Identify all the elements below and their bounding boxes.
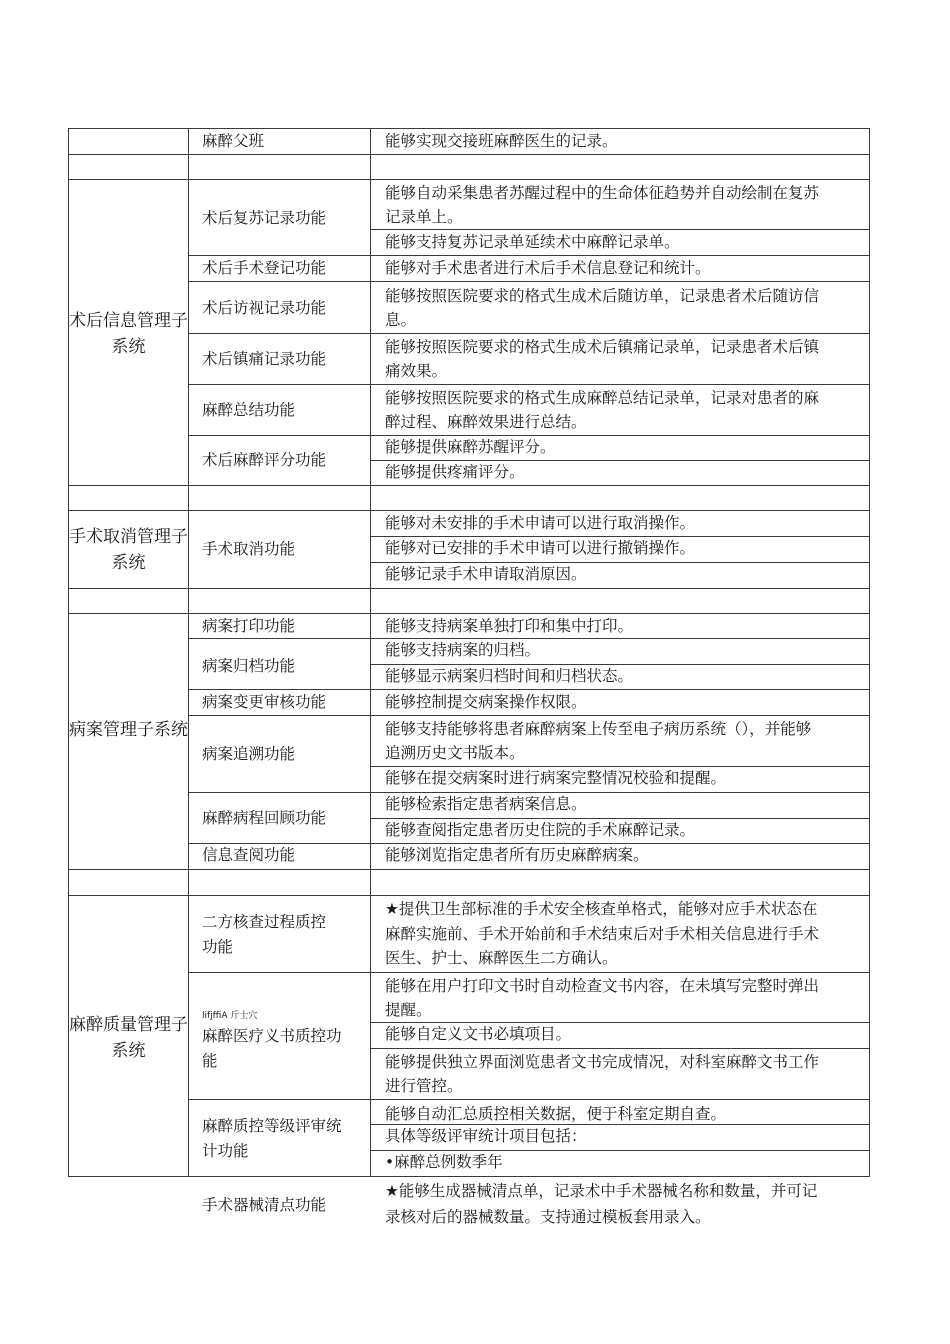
description-cell: 追溯历史文书版本。 [385,744,525,762]
description-cell: 麻醉实施前、手术开始前和手术结束后对手术相关信息进行手术 [385,925,820,943]
description-cell: 能够控制提交病案操作权限。 [385,693,587,711]
description-cell: 能够实现交接班麻醉医生的记录。 [385,132,618,150]
function-cell: 麻醉总结功能 [202,401,296,419]
table-rule [188,281,870,282]
subsystem-label: 术后信息管理子系统 [69,311,188,357]
description-cell: 能够自定义文书必填项目。 [385,1025,572,1043]
description-cell: 醉过程、麻醉效果进行总结。 [385,413,587,431]
description-cell: 能够按照医院要求的格式生成麻醉总结记录单，记录对患者的麻 [385,389,820,407]
function-cell: 术后复苏记录功能 [202,209,327,227]
function-cell: 术后手术登记功能 [202,259,327,277]
description-cell: 提醒。 [385,1001,432,1019]
function-note: lifjffiA 斤士穴 [202,1011,258,1021]
description-cell: 能够在用户打印文书时自动检查文书内容，在未填写完整时弹出 [385,977,820,995]
description-cell: 能够自动汇总质控相关数据，便于科室定期自查。 [385,1105,727,1123]
description-cell: 录核对后的器械数量。支持通过模板套用录入。 [385,1208,711,1226]
description-cell: 能够支持病案单独打印和集中打印。 [385,617,634,635]
description-cell: ★提供卫生部标准的手术安全核查单格式，能够对应手术状态在 [385,900,818,918]
description-cell: 能够提供独立界面浏览患者文书完成情况，对科室麻醉文书工作 [385,1053,820,1071]
description-cell: 能够查阅指定患者历史住院的手术麻醉记录。 [385,821,696,839]
table-border-right [869,128,870,1177]
table-rule [68,485,870,486]
description-cell: 能够按照医院要求的格式生成术后随访单，记录患者术后随访信 [385,287,820,305]
table-rule [188,1099,870,1100]
description-cell: 具体等级评审统计项目包括： [385,1127,587,1145]
table-rule [188,972,870,973]
description-cell: 能够按照医院要求的格式生成术后镇痛记录单，记录患者术后镇 [385,338,820,356]
description-cell: 能够对已安排的手术申请可以进行撤销操作。 [385,539,696,557]
table-rule [188,715,870,716]
function-cell: 功能 [202,938,234,956]
function-cell: 手术器械清点功能 [202,1196,327,1214]
description-cell: 能够提供疼痛评分。 [385,463,525,481]
table-rule [68,154,870,155]
function-cell: 手术取消功能 [202,540,296,558]
table-rule [68,1176,870,1177]
function-cell: 病案追溯功能 [202,745,296,763]
function-cell: 病案变更审核功能 [202,693,327,711]
description-cell: 记录单上。 [385,208,463,226]
subsystem-label: 病案管理子系统 [69,720,188,740]
description-cell: 能够自动采集患者苏醒过程中的生命体征趋势并自动绘制在复苏 [385,184,820,202]
function-cell: 术后麻醉评分功能 [202,451,327,469]
description-cell: 能够浏览指定患者所有历史麻醉病案。 [385,846,649,864]
table-rule [68,588,870,589]
description-cell: 能够对未安排的手术申请可以进行取消操作。 [385,514,696,532]
table-rule [370,1048,870,1049]
function-cell: 术后访视记录功能 [202,299,327,317]
function-cell: 信息查阅功能 [202,846,296,864]
subsystem-label: 麻醉质量管理子系统 [69,1015,188,1061]
description-cell: 能够显示病案归档时间和归档状态。 [385,667,634,685]
function-cell: 麻醉病程回顾功能 [202,809,327,827]
function-cell: 麻醉质控等级评审统 [202,1117,342,1135]
table-rule [188,333,870,334]
description-cell: 能够支持能够将患者麻醉病案上传至电子病历系统（），并能够 [385,720,812,738]
table-rule [68,179,870,180]
description-cell: 医生、护士、麻醉医生二方确认。 [385,949,618,967]
description-cell: 能够记录手术申请取消原因。 [385,565,587,583]
table-border-col2 [370,128,371,1177]
function-cell: 术后镇痛记录功能 [202,350,327,368]
table-rule [68,869,870,870]
description-cell: 能够支持病案的归档。 [385,641,541,659]
function-cell: 病案打印功能 [202,617,296,635]
subsystem-label: 手术取消管理子系统 [69,527,188,573]
function-cell: 麻醉父班 [202,132,265,150]
description-cell: •麻醉总例数季年 [385,1153,503,1171]
function-cell: 麻醉医疗义书质控功 [202,1027,342,1045]
description-cell: 息。 [385,311,417,329]
function-cell: 二方核查过程质控 [202,913,327,931]
description-cell: 能够提供麻醉苏醒评分。 [385,438,556,456]
table-border-col1 [188,128,189,1177]
function-cell: 计功能 [202,1142,249,1160]
description-cell: 能够对手术患者进行术后手术信息登记和统计。 [385,259,711,277]
description-cell: ★能够生成器械清点单，记录术中手术器械名称和数量，并可记 [385,1182,818,1200]
table-rule [188,384,870,385]
description-cell: 痛效果。 [385,362,448,380]
function-cell: 能 [202,1052,218,1070]
table-rule [68,895,870,896]
description-cell: 能够在提交病案时进行病案完整情况校验和提醒。 [385,769,727,787]
function-cell: 病案归档功能 [202,657,296,675]
description-cell: 进行管控。 [385,1077,463,1095]
description-cell: 能够检索指定患者病案信息。 [385,795,587,813]
description-cell: 能够支持复苏记录单延续术中麻醉记录单。 [385,233,680,251]
